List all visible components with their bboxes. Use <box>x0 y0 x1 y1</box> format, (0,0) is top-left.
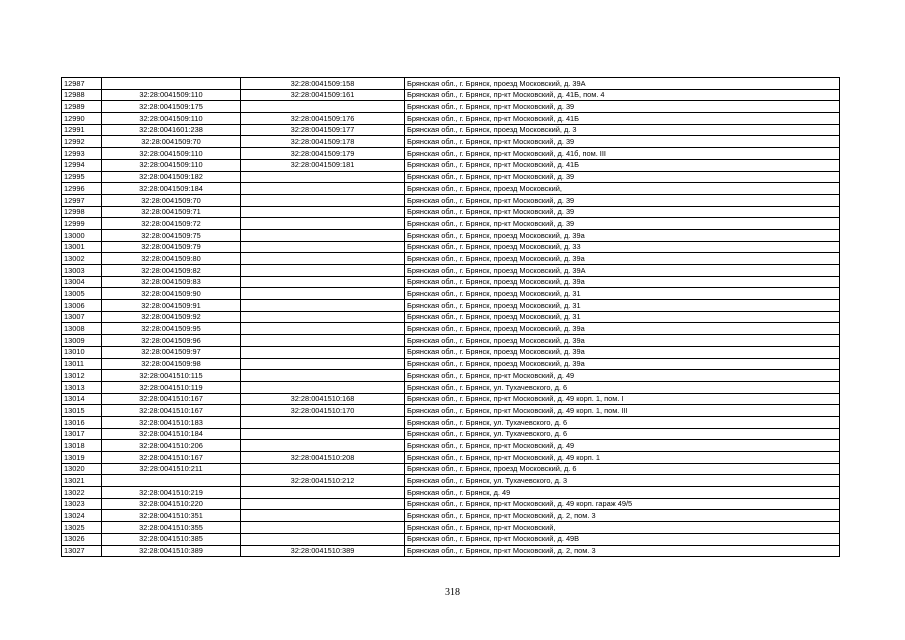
row-number: 13002 <box>62 253 102 265</box>
row-number: 12994 <box>62 159 102 171</box>
row-number: 13005 <box>62 288 102 300</box>
address-cell: Брянская обл., г. Брянск, проезд Московский, д. 33 <box>405 241 840 253</box>
object-cadastral-number-cell: 32:28:0041509:158 <box>241 78 405 90</box>
table-row <box>62 405 840 417</box>
address-cell: Брянская обл., г. Брянск, проезд Московский, д. 39а <box>405 253 840 265</box>
address-cell: Брянская обл., г. Брянск, проезд Московский, д. 39а <box>405 346 840 358</box>
row-number: 12997 <box>62 194 102 206</box>
address-cell: Брянская обл., г. Брянск, проезд Московский, д. 39А <box>405 265 840 277</box>
table-row <box>62 253 840 265</box>
cadastral-number-cell: 32:28:0041509:97 <box>102 346 241 358</box>
row-number: 12992 <box>62 136 102 148</box>
cadastral-number-cell: 32:28:0041601:238 <box>102 124 241 136</box>
cadastral-number-cell: 32:28:0041509:182 <box>102 171 241 183</box>
object-cadastral-number-cell: 32:28:0041510:208 <box>241 452 405 464</box>
address-cell: Брянская обл., г. Брянск, пр-кт Московский, д. 39 <box>405 206 840 218</box>
row-number: 13019 <box>62 452 102 464</box>
object-cadastral-number-cell: 32:28:0041509:178 <box>241 136 405 148</box>
row-number: 13025 <box>62 522 102 534</box>
cadastral-number-cell: 32:28:0041509:91 <box>102 300 241 312</box>
cadastral-number-cell: 32:28:0041509:110 <box>102 89 241 101</box>
registry-table <box>61 77 840 557</box>
object-cadastral-number-cell <box>241 300 405 312</box>
row-number: 13024 <box>62 510 102 522</box>
table-row <box>62 113 840 125</box>
table-row <box>62 323 840 335</box>
row-number: 12989 <box>62 101 102 113</box>
cadastral-number-cell: 32:28:0041510:211 <box>102 463 241 475</box>
table-row <box>62 440 840 452</box>
table-row <box>62 136 840 148</box>
row-number: 13012 <box>62 370 102 382</box>
cadastral-number-cell: 32:28:0041509:96 <box>102 335 241 347</box>
cadastral-number-cell: 32:28:0041510:183 <box>102 416 241 428</box>
address-cell: Брянская обл., г. Брянск, проезд Московский, д. 39а <box>405 335 840 347</box>
cadastral-number-cell: 32:28:0041510:167 <box>102 405 241 417</box>
row-number: 12990 <box>62 113 102 125</box>
address-cell: Брянская обл., г. Брянск, пр-кт Московский, д. 39 <box>405 136 840 148</box>
table-row <box>62 171 840 183</box>
object-cadastral-number-cell: 32:28:0041510:389 <box>241 545 405 557</box>
table-row <box>62 300 840 312</box>
cadastral-number-cell: 32:28:0041510:119 <box>102 381 241 393</box>
row-number: 13015 <box>62 405 102 417</box>
table-row <box>62 311 840 323</box>
object-cadastral-number-cell: 32:28:0041509:177 <box>241 124 405 136</box>
object-cadastral-number-cell <box>241 381 405 393</box>
cadastral-number-cell: 32:28:0041509:70 <box>102 194 241 206</box>
table-row <box>62 370 840 382</box>
address-cell: Брянская обл., г. Брянск, проезд Московский, д. 31 <box>405 311 840 323</box>
address-cell: Брянская обл., г. Брянск, проезд Московский, д. 39а <box>405 229 840 241</box>
cadastral-number-cell: 32:28:0041509:110 <box>102 113 241 125</box>
address-cell: Брянская обл., г. Брянск, проезд Московский, д. 6 <box>405 463 840 475</box>
cadastral-number-cell: 32:28:0041509:71 <box>102 206 241 218</box>
table-row <box>62 335 840 347</box>
address-cell: Брянская обл., г. Брянск, пр-кт Московский, д. 49 <box>405 370 840 382</box>
address-cell: Брянская обл., г. Брянск, пр-кт Московский, д. 41Б, пом. 4 <box>405 89 840 101</box>
object-cadastral-number-cell <box>241 487 405 499</box>
row-number: 13008 <box>62 323 102 335</box>
address-cell: Брянская обл., г. Брянск, ул. Тухачевского, д. 6 <box>405 416 840 428</box>
row-number: 12988 <box>62 89 102 101</box>
object-cadastral-number-cell <box>241 229 405 241</box>
cadastral-number-cell: 32:28:0041510:385 <box>102 533 241 545</box>
address-cell: Брянская обл., г. Брянск, пр-кт Московский, д. 2, пом. 3 <box>405 545 840 557</box>
cadastral-number-cell: 32:28:0041509:79 <box>102 241 241 253</box>
table-row <box>62 358 840 370</box>
cadastral-number-cell: 32:28:0041509:95 <box>102 323 241 335</box>
table-row <box>62 124 840 136</box>
cadastral-number-cell: 32:28:0041509:110 <box>102 148 241 160</box>
cadastral-number-cell: 32:28:0041510:115 <box>102 370 241 382</box>
row-number: 13001 <box>62 241 102 253</box>
object-cadastral-number-cell: 32:28:0041509:179 <box>241 148 405 160</box>
address-cell: Брянская обл., г. Брянск, проезд Московский, д. 39а <box>405 276 840 288</box>
table-row <box>62 498 840 510</box>
cadastral-number-cell: 32:28:0041509:184 <box>102 183 241 195</box>
address-cell: Брянская обл., г. Брянск, пр-кт Московский, д. 39 <box>405 171 840 183</box>
object-cadastral-number-cell <box>241 335 405 347</box>
cadastral-number-cell: 32:28:0041510:167 <box>102 452 241 464</box>
table-row <box>62 428 840 440</box>
row-number: 12995 <box>62 171 102 183</box>
table-row <box>62 522 840 534</box>
cadastral-number-cell: 32:28:0041509:98 <box>102 358 241 370</box>
cadastral-number-cell: 32:28:0041510:351 <box>102 510 241 522</box>
table-row <box>62 276 840 288</box>
object-cadastral-number-cell: 32:28:0041510:170 <box>241 405 405 417</box>
table-row <box>62 416 840 428</box>
address-cell: Брянская обл., г. Брянск, ул. Тухачевского, д. 6 <box>405 381 840 393</box>
address-cell: Брянская обл., г. Брянск, ул. Тухачевского, д. 3 <box>405 475 840 487</box>
table-row <box>62 545 840 557</box>
row-number: 13000 <box>62 229 102 241</box>
table-row <box>62 393 840 405</box>
row-number: 13022 <box>62 487 102 499</box>
table-row <box>62 533 840 545</box>
row-number: 13009 <box>62 335 102 347</box>
object-cadastral-number-cell <box>241 276 405 288</box>
row-number: 13017 <box>62 428 102 440</box>
registry-table-body <box>62 78 840 557</box>
object-cadastral-number-cell: 32:28:0041509:161 <box>241 89 405 101</box>
cadastral-number-cell: 32:28:0041509:175 <box>102 101 241 113</box>
table-row <box>62 78 840 90</box>
object-cadastral-number-cell <box>241 206 405 218</box>
row-number: 13016 <box>62 416 102 428</box>
address-cell: Брянская обл., г. Брянск, пр-кт Московский, д. 49 корп. 1 <box>405 452 840 464</box>
address-cell: Брянская обл., г. Брянск, пр-кт Московский, <box>405 522 840 534</box>
object-cadastral-number-cell <box>241 288 405 300</box>
row-number: 13023 <box>62 498 102 510</box>
table-row <box>62 487 840 499</box>
object-cadastral-number-cell: 32:28:0041509:176 <box>241 113 405 125</box>
object-cadastral-number-cell <box>241 370 405 382</box>
object-cadastral-number-cell <box>241 510 405 522</box>
cadastral-number-cell: 32:28:0041509:83 <box>102 276 241 288</box>
cadastral-number-cell: 32:28:0041509:110 <box>102 159 241 171</box>
address-cell: Брянская обл., г. Брянск, пр-кт Московский, д. 49 корп. гараж 49/5 <box>405 498 840 510</box>
address-cell: Брянская обл., г. Брянск, проезд Московский, <box>405 183 840 195</box>
row-number: 13006 <box>62 300 102 312</box>
row-number: 13011 <box>62 358 102 370</box>
address-cell: Брянская обл., г. Брянск, пр-кт Московский, д. 41Б <box>405 159 840 171</box>
table-row <box>62 183 840 195</box>
object-cadastral-number-cell <box>241 183 405 195</box>
row-number: 13013 <box>62 381 102 393</box>
table-row <box>62 463 840 475</box>
object-cadastral-number-cell: 32:28:0041510:168 <box>241 393 405 405</box>
object-cadastral-number-cell <box>241 101 405 113</box>
table-row <box>62 510 840 522</box>
row-number: 13003 <box>62 265 102 277</box>
table-row <box>62 159 840 171</box>
object-cadastral-number-cell <box>241 218 405 230</box>
table-row <box>62 206 840 218</box>
address-cell: Брянская обл., г. Брянск, проезд Московский, д. 31 <box>405 288 840 300</box>
cadastral-number-cell: 32:28:0041510:355 <box>102 522 241 534</box>
table-row <box>62 229 840 241</box>
object-cadastral-number-cell <box>241 428 405 440</box>
table-row <box>62 475 840 487</box>
cadastral-number-cell <box>102 78 241 90</box>
object-cadastral-number-cell <box>241 416 405 428</box>
cadastral-number-cell: 32:28:0041509:80 <box>102 253 241 265</box>
address-cell: Брянская обл., г. Брянск, пр-кт Московский, д. 49В <box>405 533 840 545</box>
cadastral-number-cell: 32:28:0041510:167 <box>102 393 241 405</box>
object-cadastral-number-cell: 32:28:0041510:212 <box>241 475 405 487</box>
cadastral-number-cell: 32:28:0041510:220 <box>102 498 241 510</box>
row-number: 13026 <box>62 533 102 545</box>
row-number: 12998 <box>62 206 102 218</box>
row-number: 13014 <box>62 393 102 405</box>
address-cell: Брянская обл., г. Брянск, д. 49 <box>405 487 840 499</box>
address-cell: Брянская обл., г. Брянск, проезд Московский, д. 39а <box>405 358 840 370</box>
table-row <box>62 452 840 464</box>
row-number: 12993 <box>62 148 102 160</box>
object-cadastral-number-cell: 32:28:0041509:181 <box>241 159 405 171</box>
cadastral-number-cell: 32:28:0041510:389 <box>102 545 241 557</box>
row-number: 13027 <box>62 545 102 557</box>
address-cell: Брянская обл., г. Брянск, проезд Московский, д. 31 <box>405 300 840 312</box>
object-cadastral-number-cell <box>241 346 405 358</box>
row-number: 13021 <box>62 475 102 487</box>
address-cell: Брянская обл., г. Брянск, ул. Тухачевского, д. 6 <box>405 428 840 440</box>
address-cell: Брянская обл., г. Брянск, пр-кт Московский, д. 39 <box>405 218 840 230</box>
object-cadastral-number-cell <box>241 253 405 265</box>
cadastral-number-cell: 32:28:0041510:219 <box>102 487 241 499</box>
object-cadastral-number-cell <box>241 241 405 253</box>
table-row <box>62 265 840 277</box>
object-cadastral-number-cell <box>241 463 405 475</box>
address-cell: Брянская обл., г. Брянск, пр-кт Московский, д. 49 корп. 1, пом. I <box>405 393 840 405</box>
cadastral-number-cell: 32:28:0041509:75 <box>102 229 241 241</box>
object-cadastral-number-cell <box>241 323 405 335</box>
row-number: 12996 <box>62 183 102 195</box>
cadastral-number-cell: 32:28:0041509:72 <box>102 218 241 230</box>
row-number: 13020 <box>62 463 102 475</box>
object-cadastral-number-cell <box>241 440 405 452</box>
object-cadastral-number-cell <box>241 194 405 206</box>
cadastral-number-cell <box>102 475 241 487</box>
row-number: 13007 <box>62 311 102 323</box>
object-cadastral-number-cell <box>241 533 405 545</box>
address-cell: Брянская обл., г. Брянск, проезд Московский, д. 39а <box>405 323 840 335</box>
table-row <box>62 381 840 393</box>
row-number: 12999 <box>62 218 102 230</box>
address-cell: Брянская обл., г. Брянск, пр-кт Московский, д. 2, пом. 3 <box>405 510 840 522</box>
address-cell: Брянская обл., г. Брянск, проезд Московский, д. 3 <box>405 124 840 136</box>
row-number: 12987 <box>62 78 102 90</box>
object-cadastral-number-cell <box>241 358 405 370</box>
cadastral-number-cell: 32:28:0041509:82 <box>102 265 241 277</box>
address-cell: Брянская обл., г. Брянск, проезд Московский, д. 39А <box>405 78 840 90</box>
table-row <box>62 148 840 160</box>
address-cell: Брянская обл., г. Брянск, пр-кт Московский, д. 39 <box>405 101 840 113</box>
table-row <box>62 194 840 206</box>
address-cell: Брянская обл., г. Брянск, пр-кт Московский, д. 41б, пом. III <box>405 148 840 160</box>
object-cadastral-number-cell <box>241 522 405 534</box>
table-row <box>62 101 840 113</box>
table-row <box>62 288 840 300</box>
table-row <box>62 241 840 253</box>
row-number: 13018 <box>62 440 102 452</box>
address-cell: Брянская обл., г. Брянск, пр-кт Московский, д. 41Б <box>405 113 840 125</box>
cadastral-number-cell: 32:28:0041509:90 <box>102 288 241 300</box>
cadastral-number-cell: 32:28:0041510:184 <box>102 428 241 440</box>
address-cell: Брянская обл., г. Брянск, пр-кт Московский, д. 39 <box>405 194 840 206</box>
address-cell: Брянская обл., г. Брянск, пр-кт Московский, д. 49 <box>405 440 840 452</box>
page-number: 318 <box>445 587 460 598</box>
row-number: 13004 <box>62 276 102 288</box>
object-cadastral-number-cell <box>241 171 405 183</box>
table-row <box>62 218 840 230</box>
cadastral-number-cell: 32:28:0041510:206 <box>102 440 241 452</box>
cadastral-number-cell: 32:28:0041509:92 <box>102 311 241 323</box>
table-row <box>62 346 840 358</box>
object-cadastral-number-cell <box>241 498 405 510</box>
row-number: 13010 <box>62 346 102 358</box>
cadastral-number-cell: 32:28:0041509:70 <box>102 136 241 148</box>
row-number: 12991 <box>62 124 102 136</box>
object-cadastral-number-cell <box>241 265 405 277</box>
table-row <box>62 89 840 101</box>
object-cadastral-number-cell <box>241 311 405 323</box>
address-cell: Брянская обл., г. Брянск, пр-кт Московский, д. 49 корп. 1, пом. III <box>405 405 840 417</box>
